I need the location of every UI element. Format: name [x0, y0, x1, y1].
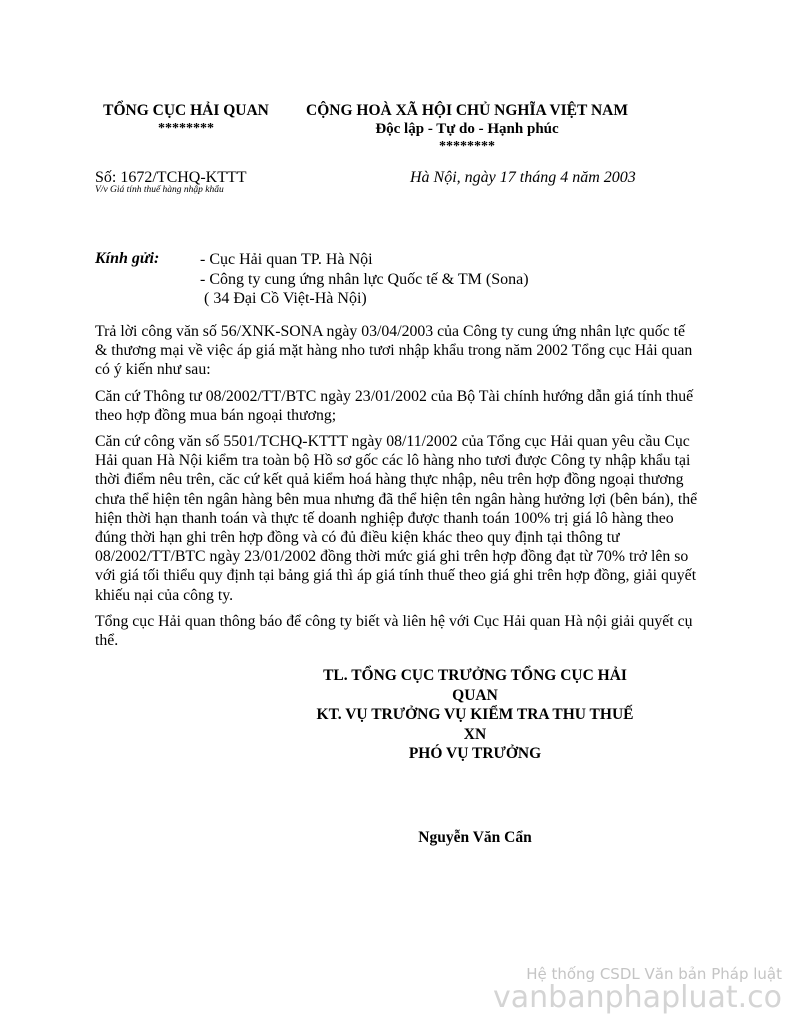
body-paragraph: Căn cứ công văn số 5501/TCHQ-KTTT ngày 08/11/2002 của Tổng cục Hải quan yêu cầu Cục Hải quan Hà Nội kiểm tra toàn bộ Hồ sơ gốc các lô hàng nho tươi được Công ty nhập khẩu tại thời điểm nêu trên, căc cứ kết quả kiểm hoá hàng thực nhập, nêu trên hợp đồng ngoại thương chưa thể hiện tên ngân hàng bên mua nhưng đã thể hiện tên ngân hàng hưởng lợi (bên bán), thể hiện thời hạn thanh toán và thực tế doanh nghiệp được thanh toán 100% trị giá lô hàng theo đúng thời hạn ghi trên hợp đồng và có đủ điều kiện khác theo quy định tại thông tư 08/2002/TT/BTC ngày 23/01/2002 đồng thời mức giá ghi trên hợp đồng đạt từ 70% trở lên so với giá tối thiểu quy định tại bảng giá thì áp giá tính thuế theo giá ghi trên hợp đồng, giải quyết khiếu nại của công ty.: [95, 433, 698, 604]
body-paragraph: Tổng cục Hải quan thông báo để công ty biết và liên hệ với Cục Hải quan Hà nội giải quyết cụ thể.: [95, 612, 693, 650]
document-subject: V/v Giá tính thuế hàng nhập khẩu: [95, 185, 224, 195]
national-title: CỘNG HOÀ XÃ HỘI CHỦ NGHĨA VIỆT NAM: [306, 102, 628, 119]
signature-title-line: XN: [463, 725, 487, 743]
watermark-caption: Hệ thống CSDL Văn bản Pháp luật: [526, 965, 782, 983]
signature-title-line: TL. TỔNG CỤC TRƯỞNG TỔNG CỤC HẢI QUAN: [323, 667, 627, 704]
recipient-address-line: ( 34 Đại Cồ Việt-Hà Nội): [200, 290, 367, 307]
watermark-site-link[interactable]: vanbanphapluat.co: [493, 980, 782, 1015]
motto-divider-stars: ********: [439, 139, 495, 154]
organization-divider-stars: ********: [158, 121, 214, 136]
recipient-line: - Công ty cung ứng nhân lực Quốc tế & TM (Sona): [200, 270, 529, 288]
signer-name: Nguyễn Văn Cẩn: [418, 829, 532, 846]
recipients-list: [200, 250, 529, 309]
national-motto: Độc lập - Tự do - Hạnh phúc: [375, 121, 559, 137]
issuing-organization: TỔNG CỤC HẢI QUAN: [103, 102, 269, 119]
signature-title-line: PHÓ VỤ TRƯỞNG: [408, 745, 542, 762]
place-and-date: Hà Nội, ngày 17 tháng 4 năm 2003: [410, 169, 636, 186]
signature-title-line: KT. VỤ TRƯỞNG VỤ KIỂM TRA THU THUẾ: [316, 706, 634, 723]
recipient-line: - Cục Hải quan TP. Hà Nội: [200, 251, 373, 268]
body-paragraph: Trả lời công văn số 56/XNK-SONA ngày 03/04/2003 của Công ty cung ứng nhân lực quốc tế & thương mại về việc áp giá mặt hàng nho tươi nhập khẩu trong năm 2002 Tổng cục Hải quan có ý kiến như sau:: [95, 323, 693, 379]
signature-block: [270, 666, 680, 764]
recipients-label: Kính gửi:: [95, 250, 160, 267]
document-number: Số: 1672/TCHQ-KTTT: [95, 169, 247, 186]
body-paragraph: Căn cứ Thông tư 08/2002/TT/BTC ngày 23/01/2002 của Bộ Tài chính hướng dẫn giá tính thuế theo hợp đồng mua bán ngoại thương;: [95, 387, 694, 424]
document-body: [95, 322, 700, 657]
